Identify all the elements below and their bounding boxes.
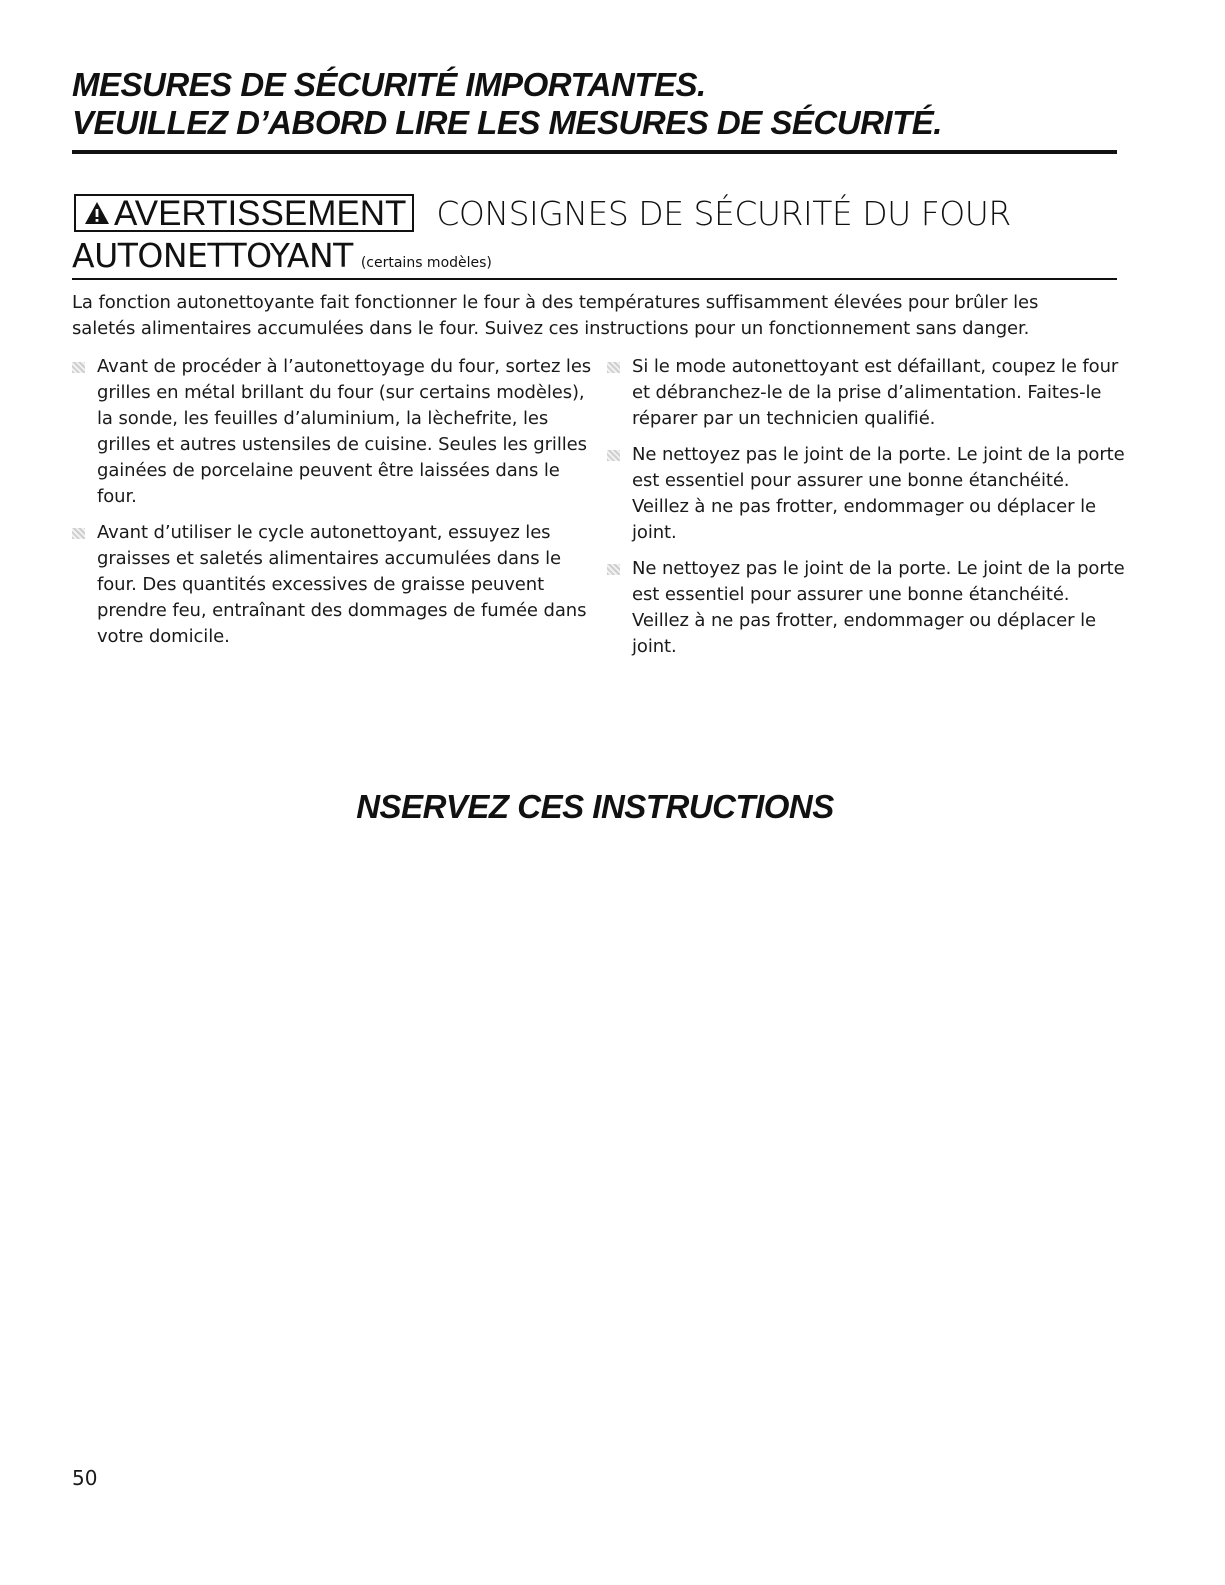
left-column (72, 354, 592, 660)
warning-heading-row (74, 192, 1011, 234)
warning-label-box (74, 194, 414, 232)
list-item (72, 354, 592, 510)
section-title-part-1: CONSIGNES DE SÉCURITÉ DU FOUR (436, 193, 1011, 233)
warning-label: AVERTISSEMENT (114, 193, 407, 233)
list-item-text: Avant de procéder à l’autonettoyage du four, sortez les grilles en métal brillant du four (sur certains modèles), la sonde, les feuilles d’aluminium, la lèchefrite, les grilles et autres ustensiles de cuisine. Seules les grilles gainées de porcelaine peuvent être laissées dans le four. (97, 356, 592, 507)
right-column (607, 354, 1127, 670)
bullet-square-icon (72, 528, 85, 539)
list-item (607, 556, 1127, 660)
section-title-line-2 (72, 236, 492, 275)
list-item (72, 520, 592, 650)
page-number: 50 (72, 1466, 98, 1490)
bullet-square-icon (72, 362, 85, 373)
list-item (607, 354, 1127, 432)
bullet-square-icon (607, 450, 620, 461)
list-item-text: Ne nettoyez pas le joint de la porte. Le joint de la porte est essentiel pour assurer une bonne étanchéité. Veillez à ne pas frotter, endommager ou déplacer le joint. (632, 558, 1125, 657)
header-line-1: MESURES DE SÉCURITÉ IMPORTANTES. (72, 66, 706, 103)
intro-paragraph: La fonction autonettoyante fait fonctionner le four à des températures suffisamment élevées pour brûler les saletés alimentaires accumulées dans le four. Suivez ces instructions pour un fonctionnement sans danger. (72, 292, 1039, 339)
list-item-text: Avant d’utiliser le cycle autonettoyant, essuyez les graisses et saletés alimentaires accumulées dans le four. Des quantités excessives de graisse peuvent prendre feu, entraînant des dommages de fumée dans votre domicile. (97, 522, 587, 647)
bullet-square-icon (607, 564, 620, 575)
header-line-2: VEUILLEZ D’ABORD LIRE LES MESURES DE SÉCURITÉ. (72, 104, 942, 141)
list-item-text: Ne nettoyez pas le joint de la porte. Le joint de la porte est essentiel pour assurer une bonne étanchéité. Veillez à ne pas frotter, endommager ou déplacer le joint. (632, 444, 1125, 543)
footer-title: NSERVEZ CES INSTRUCTIONS (356, 788, 834, 825)
page-header (72, 66, 1132, 142)
list-item (607, 442, 1127, 546)
bullet-square-icon (607, 362, 620, 373)
header-divider (72, 150, 1117, 154)
section-title-part-2: AUTONETTOYANT (72, 236, 353, 275)
warning-triangle-icon (84, 196, 114, 231)
section-divider (72, 278, 1117, 280)
section-subtitle: (certains modèles) (360, 255, 492, 271)
list-item-text: Si le mode autonettoyant est défaillant, coupez le four et débranchez-le de la prise d’alimentation. Faites-le réparer par un technicien qualifié. (632, 356, 1119, 429)
